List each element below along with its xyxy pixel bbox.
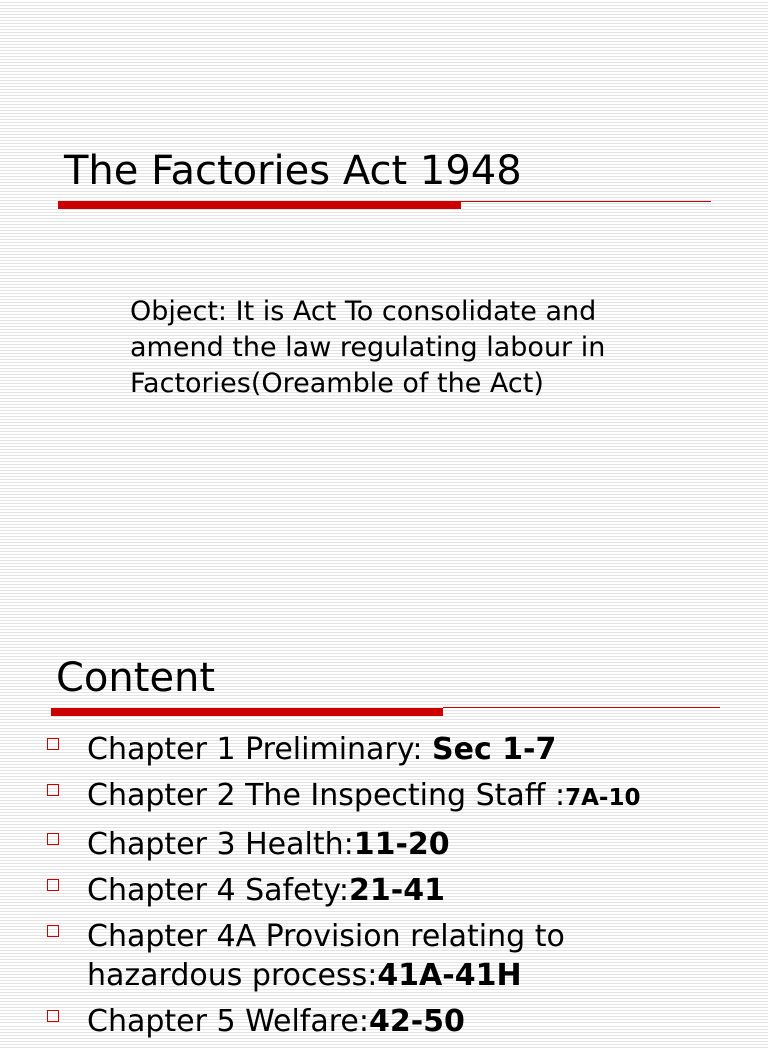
chapter-text: Chapter 4 Safety: xyxy=(87,873,349,908)
square-bullet-icon xyxy=(47,925,59,937)
chapter-item xyxy=(0,825,768,864)
square-bullet-icon xyxy=(47,738,59,750)
chapter-item xyxy=(0,917,768,995)
chapter-text: Chapter 3 Health: xyxy=(87,827,354,862)
chapter-item xyxy=(0,730,768,769)
chapter-text: Chapter 2 The Inspecting Staff : xyxy=(87,778,566,813)
object-line: amend the law regulating labour in xyxy=(130,332,606,363)
section-range: 42-50 xyxy=(368,1004,465,1039)
content-heading: Content xyxy=(56,655,216,701)
section-range: 7A-10 xyxy=(565,785,641,811)
chapter-item xyxy=(0,776,768,818)
section-range: Sec 1-7 xyxy=(431,732,557,767)
square-bullet-icon xyxy=(47,879,59,891)
square-bullet-icon xyxy=(47,833,59,845)
object-line: Factories(Oreamble of the Act) xyxy=(130,368,544,399)
section-range: 41A-41H xyxy=(377,958,522,993)
slide-title-heading: The Factories Act 1948 xyxy=(64,148,522,194)
chapter-text: Chapter 5 Welfare: xyxy=(87,1004,369,1039)
slide-title xyxy=(0,0,768,512)
title-underline-thin xyxy=(461,201,711,202)
content-underline-thin xyxy=(443,707,720,708)
object-line: Object: It is Act To consolidate and xyxy=(130,296,597,327)
chapter-text: Chapter 4A Provision relating to xyxy=(87,919,565,954)
content-underline-thick xyxy=(51,708,443,716)
chapter-list xyxy=(0,730,768,1048)
object-paragraph xyxy=(130,294,690,402)
section-range: 21-41 xyxy=(349,873,445,908)
chapter-text: hazardous process: xyxy=(87,958,378,993)
chapter-item xyxy=(0,1002,768,1041)
section-range: 11-20 xyxy=(353,827,450,862)
chapter-item xyxy=(0,871,768,910)
square-bullet-icon xyxy=(47,1010,59,1022)
slide-content xyxy=(0,512,768,1039)
chapter-text: Chapter 1 Preliminary: xyxy=(87,732,432,767)
square-bullet-icon xyxy=(47,784,59,796)
title-underline-thick xyxy=(58,201,461,209)
